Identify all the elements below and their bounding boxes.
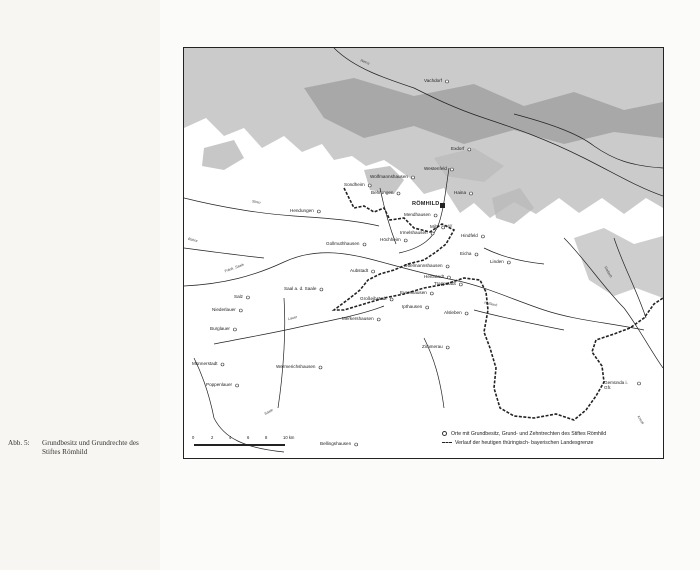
river-label: Rodach	[603, 265, 614, 279]
place-dot	[465, 312, 468, 315]
river-label: Lauer	[287, 314, 298, 322]
scale-tick: 10 km	[283, 435, 295, 440]
place-dot	[481, 235, 484, 238]
place-dot	[638, 382, 641, 385]
relief-west-patch	[202, 140, 244, 170]
place-dot	[412, 176, 415, 179]
place-dot	[246, 296, 249, 299]
legend-border-icon	[442, 442, 452, 443]
place-label: Aubstadt	[350, 268, 369, 273]
place-dot	[475, 253, 478, 256]
scale-tick: 0	[192, 435, 195, 440]
place-dot	[442, 226, 445, 229]
place-label: Wolfmannshausen	[370, 174, 408, 179]
place-dot	[507, 261, 510, 264]
place-dot	[377, 318, 380, 321]
place-label: Ottelmannshausen	[404, 263, 443, 268]
place-dot	[450, 168, 453, 171]
river-label: Saale	[263, 408, 274, 416]
place-label: Sondheim	[344, 182, 365, 187]
place-dot	[236, 384, 239, 387]
place-dot	[368, 184, 371, 187]
river-label: Werra	[359, 58, 371, 66]
map-legend	[442, 431, 660, 451]
place-dot	[446, 80, 449, 83]
place-label: Hindfeld	[461, 233, 478, 238]
place-label: Herbstadt	[424, 274, 444, 279]
relief-southeast	[574, 228, 663, 298]
place-dot	[470, 192, 473, 195]
place-label: Poppenlauer	[206, 382, 233, 387]
legend-border-label: Verlauf der heutigen thüringisch- bayerischen Landesgrenze	[455, 440, 594, 446]
place-dot	[431, 232, 434, 235]
caption-text: Grundbesitz und Grundrechte des Stiftes Römhild	[42, 439, 139, 456]
scale-tick: 8	[265, 435, 268, 440]
place-label: Vachdorf	[424, 78, 443, 83]
place-label: Mendhausen	[404, 212, 431, 217]
roemhild-town-marker	[440, 203, 445, 208]
place-label: Eyershausen	[400, 290, 427, 295]
place-dot	[447, 276, 450, 279]
place-label: Trappstadt	[434, 281, 456, 286]
scale-tick: 4	[229, 435, 232, 440]
place-dot	[363, 243, 366, 246]
legend-dot-icon	[442, 431, 447, 436]
place-label: Höchheim	[380, 237, 401, 242]
place-label: Zimmerau	[422, 344, 443, 349]
place-dot	[320, 288, 323, 291]
place-label: Alsleben	[444, 310, 462, 315]
place-dot	[404, 239, 407, 242]
place-label: Exdorf	[451, 146, 465, 151]
place-dot	[239, 309, 242, 312]
place-dot	[434, 214, 437, 217]
river-label: Streu	[251, 199, 261, 205]
place-label: Haina	[454, 190, 467, 195]
place-dot	[355, 443, 358, 446]
place-label: Eicha	[460, 251, 472, 256]
place-label: Milz	[430, 224, 439, 229]
river-label: Bahra	[187, 236, 198, 244]
place-dot	[446, 346, 449, 349]
place-label: Niederlauer	[212, 307, 236, 312]
place-dot	[317, 210, 320, 213]
caption-number: Abb. 5:	[8, 439, 30, 447]
place-dot	[446, 265, 449, 268]
scale-tick: 6	[247, 435, 250, 440]
place-label: Wermerichshausen	[276, 364, 316, 369]
place-label: Gemünda i. Gfr.	[604, 380, 628, 390]
legend-row-border	[442, 440, 593, 447]
place-label-roemhild: RÖMHILD	[412, 201, 440, 207]
river-creek-2	[278, 298, 285, 408]
place-dot	[426, 306, 429, 309]
river-bahra	[184, 248, 264, 258]
place-label: Linden	[490, 259, 504, 264]
place-label: Merkershausen	[342, 316, 374, 321]
river-label: Haßlach	[483, 300, 498, 308]
place-label: Ipthausen	[402, 304, 423, 309]
place-dot	[233, 328, 236, 331]
place-label: Münnerstadt	[192, 361, 218, 366]
map-canvas	[184, 48, 663, 458]
river-label: Fränk. Saale	[223, 262, 245, 274]
place-label: Großeibstadt	[360, 296, 387, 301]
scale-tick: 2	[211, 435, 214, 440]
legend-row-places	[442, 431, 606, 438]
scale-bar-line	[194, 444, 285, 446]
place-label: Gollmuthhausen	[326, 241, 360, 246]
place-dot	[430, 292, 433, 295]
place-label: Salz	[234, 294, 243, 299]
place-label: Westenfeld	[424, 166, 447, 171]
place-dot	[221, 363, 224, 366]
place-dot	[459, 283, 462, 286]
place-label: Saal a. d. Saale	[284, 286, 317, 291]
river-label: Milz	[445, 223, 453, 229]
river-label: Kreck	[636, 415, 645, 425]
legend-places-label: Orte mit Grundbesitz, Grund- und Zehntrechten des Stiftes Römhild	[451, 431, 607, 437]
map-frame	[183, 47, 664, 459]
place-dot	[372, 270, 375, 273]
place-dot	[397, 192, 400, 195]
place-dot	[468, 148, 471, 151]
place-dot	[390, 298, 393, 301]
place-label: Irmelshausen	[400, 230, 428, 235]
scale-bar	[188, 435, 298, 453]
place-label: Behrungen	[371, 190, 394, 195]
place-label: Burglauer	[210, 326, 230, 331]
place-label: Bellingshausen	[320, 441, 352, 446]
river-streu	[184, 198, 379, 226]
place-label: Hendungen	[290, 208, 314, 213]
place-dot	[319, 366, 322, 369]
